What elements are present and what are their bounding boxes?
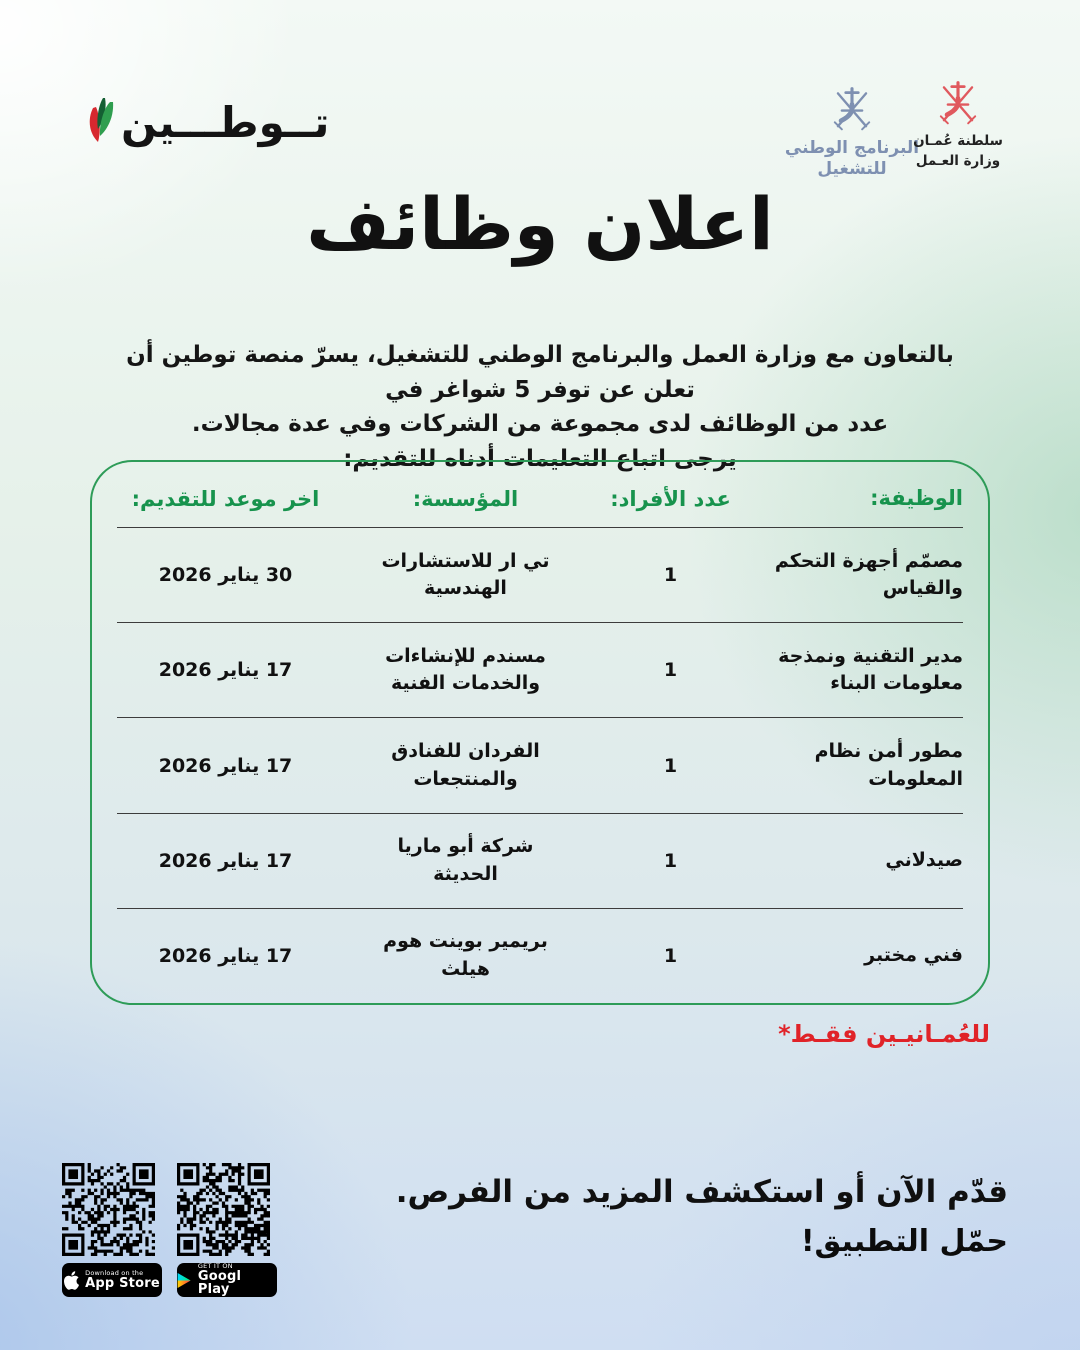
headcount-cell: 1 [663,849,678,872]
table-header-row [117,462,963,528]
mol-label-line1: سلطنة عُمـان [913,133,1003,149]
google-play-icon [177,1272,192,1289]
table-row [117,909,963,1003]
organization-cell: الفردان للفنادق والمنتجعات [391,739,540,790]
organization-cell: بريمير بوينت هوم هيلث [383,930,548,980]
job-title-cell: مدير التقنية ونمذجة معلومات البناء [778,644,963,695]
tawteen-wordmark: تــوطـــين [121,98,330,147]
oman-emblem-icon [933,78,983,128]
organization-cell: مسندم للإنشاءات والخدمات الفنية [385,644,546,695]
mol-label-line2: وزارة العـمل [915,152,1001,169]
headcount-cell: 1 [663,754,678,777]
googleplay-badge-tagline: GET IT ON [197,1261,233,1270]
nep-label-line2: للتشغيل [817,159,887,180]
job-title-cell: فني مختبر [864,944,963,967]
table-row [117,718,963,813]
appstore-badge[interactable] [62,1263,162,1297]
ministry-of-labour-logo [898,78,1018,171]
headcount-cell: 1 [663,564,678,587]
intro-paragraph [100,338,980,476]
header-organization: المؤسسة: [412,486,519,511]
appstore-badge-label: App Store [85,1275,160,1291]
nep-label-line1: البرنامج الوطني [784,138,920,158]
table-body [117,528,963,1003]
organization-cell: شركة أبو ماريا الحديثة [397,835,534,885]
intro-line3: يرجى اتباع التعليمات أدناه للتقديم: [343,445,737,472]
table-row [117,623,963,718]
googleplay-badge[interactable] [177,1263,277,1297]
table-row [117,528,963,623]
cta-line2: حمّل التطبيق! [800,1223,1008,1259]
qr-code-googleplay[interactable] [177,1163,270,1256]
deadline-cell: 30 يناير 2026 [158,564,293,587]
headcount-cell: 1 [663,944,678,967]
page-title: اعلان وظائف [306,182,774,266]
cta-line1: قدّم الآن أو استكشف المزيد من الفرص. [395,1174,1008,1210]
header-job: الوظيفة: [870,486,963,511]
job-title-cell: مصمّم أجهزة التحكم والقياس [774,549,963,600]
header-deadline: اخر موعد للتقديم: [131,486,320,511]
omanis-only-note: للعُمـانيـين فقـط* [778,1020,990,1048]
deadline-cell: 17 يناير 2026 [158,754,293,777]
appstore-badge-tagline: Download on the [85,1268,144,1277]
headcount-cell: 1 [663,659,678,682]
organization-cell: تي ار للاستشارات الهندسية [381,549,550,600]
table-row [117,814,963,909]
header-count: عدد الأفراد: [610,486,731,511]
tawteen-logo-icon [85,98,115,144]
job-title-cell: مطور أمن نظام المعلومات [814,739,963,790]
googleplay-badge-label: Googl Play [197,1268,242,1298]
jobs-table [90,460,990,1005]
deadline-cell: 17 يناير 2026 [158,659,293,682]
job-title-cell: صيدلاني [885,848,963,871]
deadline-cell: 17 يناير 2026 [158,849,293,872]
intro-line1: بالتعاون مع وزارة العمل والبرنامج الوطني للتشغيل، يسرّ منصة توطين أن تعلن عن توفر 5 شواغر في [126,342,954,403]
qr-code-appstore[interactable] [62,1163,155,1256]
tawteen-logo [85,98,329,148]
apple-icon [64,1271,79,1290]
intro-line2: عدد من الوظائف لدى مجموعة من الشركات وفي عدة مجالات. [191,411,889,437]
deadline-cell: 17 يناير 2026 [158,944,293,967]
oman-emblem-icon [827,84,877,134]
cta-text [396,1168,1008,1266]
